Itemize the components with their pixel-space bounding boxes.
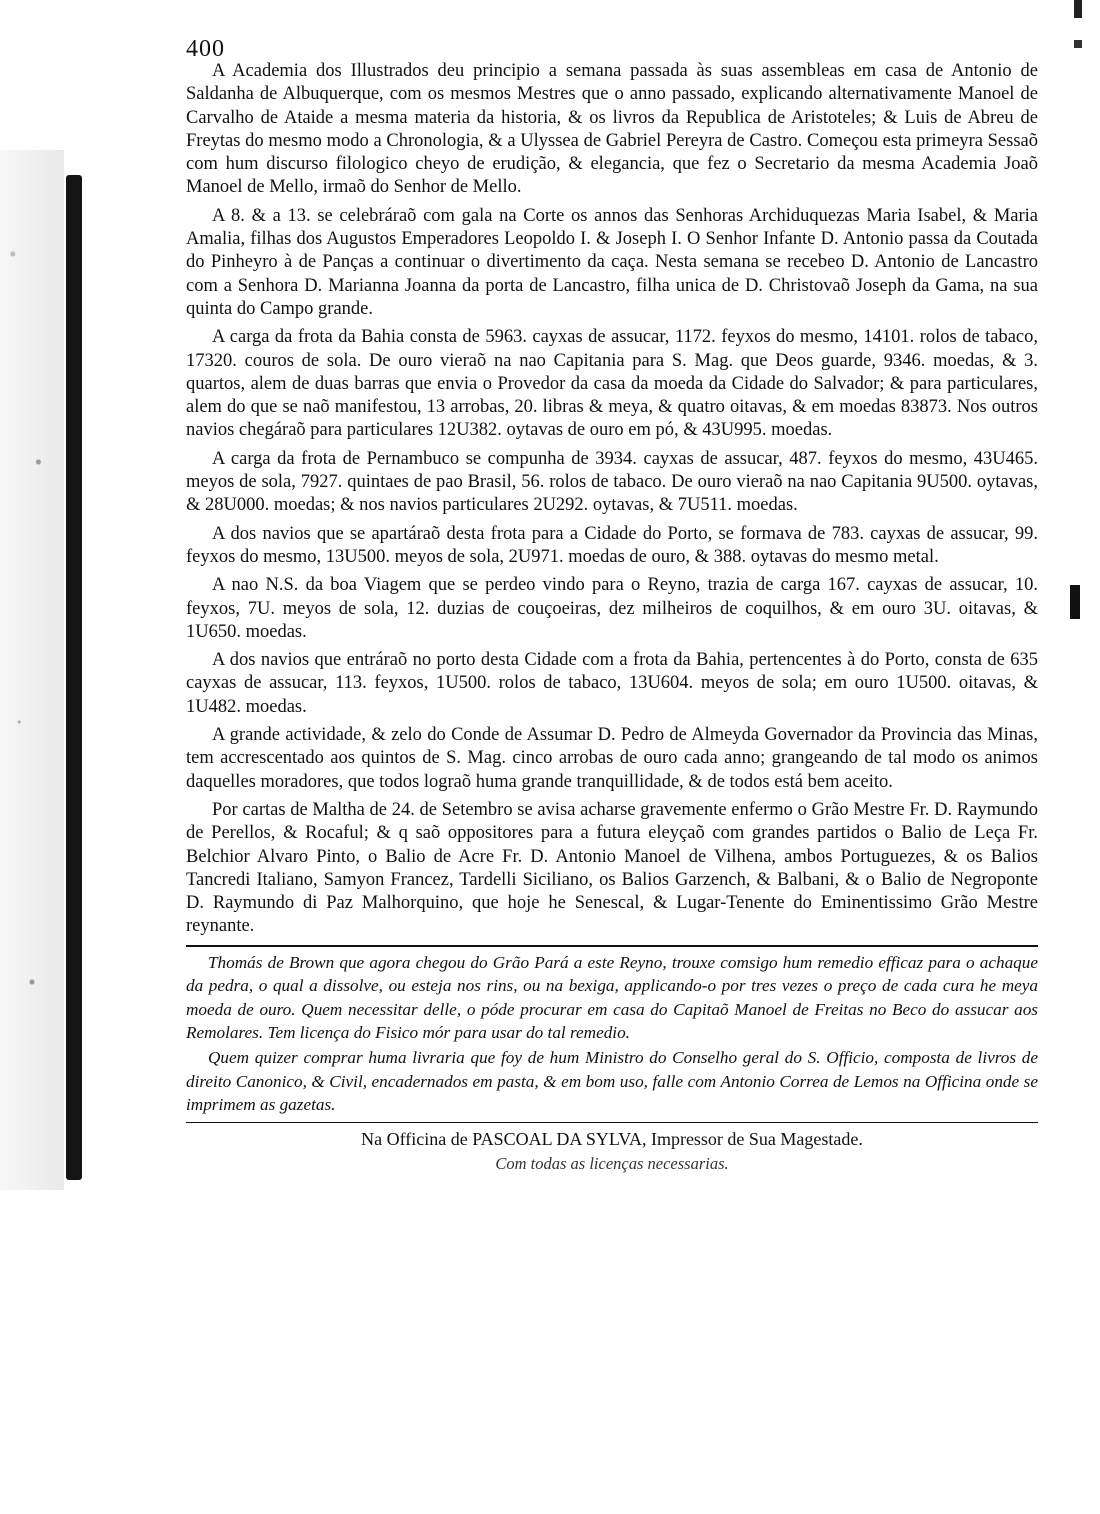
page-number: 400 — [186, 36, 225, 62]
notice-remedio: Thomás de Brown que agora chegou do Grão Pará a este Reyno, trouxe comsigo hum remedio efficaz para o achaque da pedra, o qual a dissolve, ou esteja nos rins, ou na bexiga, applicando-o por tres vezes o preço de cada cura he meya moeda de ouro. Quem necessitar delle, o póde procurar em casa do Capitaõ Manoel de Freitas no Beco do assucar aos Remolares. Tem licença do Fisico mór para usar do tal remedio. — [186, 952, 1038, 1042]
scan-right-edge-mark — [1070, 585, 1080, 619]
scan-right-edge-marks — [1074, 0, 1082, 200]
scan-binding-shadow — [66, 175, 82, 1180]
notices — [186, 951, 1038, 1117]
imprint-divider — [186, 1122, 1038, 1123]
notice-divider — [186, 945, 1038, 947]
imprint-line: Na Officina de PASCOAL DA SYLVA, Impressor de Sua Magestade. — [361, 1128, 863, 1149]
notice-livraria: Quem quizer comprar huma livraria que foy de hum Ministro do Conselho geral do S. Officio, composta de livros de direito Canonico, & Civil, encadernados em pasta, & em bom uso, falle com Antonio Correa de Lemos na Officina onde se imprimem as gazetas. — [186, 1048, 1038, 1115]
paragraph-navios-porto: A dos navios que se apartáraõ desta frota para a Cidade do Porto, se formava de 783. cayxas de assucar, 99. feyxos do mesmo, 13U500. meyos de sola, 2U971. moedas de ouro, & 388. oytavas do mesmo metal. — [186, 523, 1038, 567]
paragraph-frota-pernambuco: A carga da frota de Pernambuco se compunha de 3934. cayxas de assucar, 487. feyxos do mesmo, 43U465. meyos de sola, 7927. quintaes de pao Brasil, 56. rolos de tabaco. De ouro vieraõ na nao Capitania 9U500. oytavas, & 28U000. moedas; & nos navios particulares 2U292. oytavas, & 7U511. moedas. — [186, 448, 1038, 516]
paragraph-corte: A 8. & a 13. se celebráraõ com gala na Corte os annos das Senhoras Archiduquezas Maria Isabel, & Maria Amalia, filhas dos Augustos Emperadores Leopoldo I. & Joseph I. O Senhor Infante D. Antonio passa da Coutada do Pinheyro à de Panças a continuar o divertimento da caça. Nesta semana se recebeo D. Antonio de Lancastro com a Senhora D. Marianna Joanna da porta de Lancastro, filha unica de D. Christovaõ Joseph da Gama, na sua quinta do Campo grande. — [186, 205, 1038, 319]
paragraph-navios-cidade: A dos navios que entráraõ no porto desta Cidade com a frota da Bahia, pertencentes à do Porto, consta de 635 cayxas de assucar, 113. feyxos, 1U500. rolos de tabaco, 13U604. meyos de sola; em ouro 1U500. oitavas, & 1U482. moedas. — [186, 650, 1038, 717]
scan-left-margin — [0, 150, 64, 1190]
paragraph-maltha: Por cartas de Maltha de 24. de Setembro se avisa acharse gravemente enfermo o Grão Mestre Fr. D. Raymundo de Perellos, & Rocaful; & q saõ oppositores para a futura eleyçaõ com grandes partidos o Balio de Leça Fr. Belchior Alvaro Pinto, o Balio de Acre Fr. D. Antonio Manoel de Vilhena, ambos Portuguezes, & os Balios Tancredi Italiano, Samyon Francez, Tardelli Siciliano, os Balios Garzench, & Balbani, & o Balio de Negroponte D. Raymundo di Paz Malhorquino, que hoje he Senescal, & Lugar-Tenente do Eminentissimo Grão Mestre reynante. — [186, 799, 1038, 937]
gazette-page — [186, 36, 1038, 1175]
news-body — [186, 60, 1038, 939]
paragraph-nao-boa-viagem: A nao N.S. da boa Viagem que se perdeo vindo para o Reyno, trazia de carga 167. cayxas de assucar, 10. feyxos, 7U. meyos de sola, 12. duzias de couçoeiras, dez milheiros de coquilhos, & em ouro 3U. oitavas, & 1U650. moedas. — [186, 575, 1038, 642]
paragraph-academia: A Academia dos Illustrados deu principio a semana passada às suas assembleas em casa de Antonio de Saldanha de Albuquerque, com os mesmos Mestres que o anno passado, explicando alternativamente Manoel de Carvalho de Ataide a mesma materia da historia, & os livros da Republica de Aristoteles; & Luis de Abreu de Freytas do mesmo modo a Chronologia, & a Ulyssea de Gabriel Pereyra de Castro. Começou esta primeyra Sessaõ com hum discurso filologico cheyo de erudição, & elegancia, que fez o Secretario da mesma Academia Joaõ Manoel de Mello, irmaõ do Senhor de Mello. — [186, 61, 1038, 198]
paragraph-minas: A grande actividade, & zelo do Conde de Assumar D. Pedro de Almeyda Governador da Provincia das Minas, tem accrescentado aos quintos de S. Mag. cinco arrobas de ouro cada anno; grangeando de tal modo os animos daquelles moradores, que todos lograõ huma grande tranquillidade, & de todos está bem aceito. — [186, 725, 1038, 792]
license-line: Com todas as licenças necessarias. — [495, 1153, 729, 1173]
paragraph-frota-bahia: A carga da frota da Bahia consta de 5963. cayxas de assucar, 1172. feyxos do mesmo, 14101. rolos de tabaco, 17320. couros de sola. De ouro vieraõ na nao Capitania para S. Mag. que Deos guarde, 9346. moedas, & 3. quartos, alem de duas barras que envia o Provedor da casa da moeda da Cidade do Salvador; & para particulares, alem do que se naõ manifestou, 13 arrobas, 20. libras & meya, & quatro oitavas, & em moedas 83873. Nos outros navios chegáraõ para particulares 12U382. oytavas de ouro em pó, & 43U995. moedas. — [186, 327, 1038, 441]
